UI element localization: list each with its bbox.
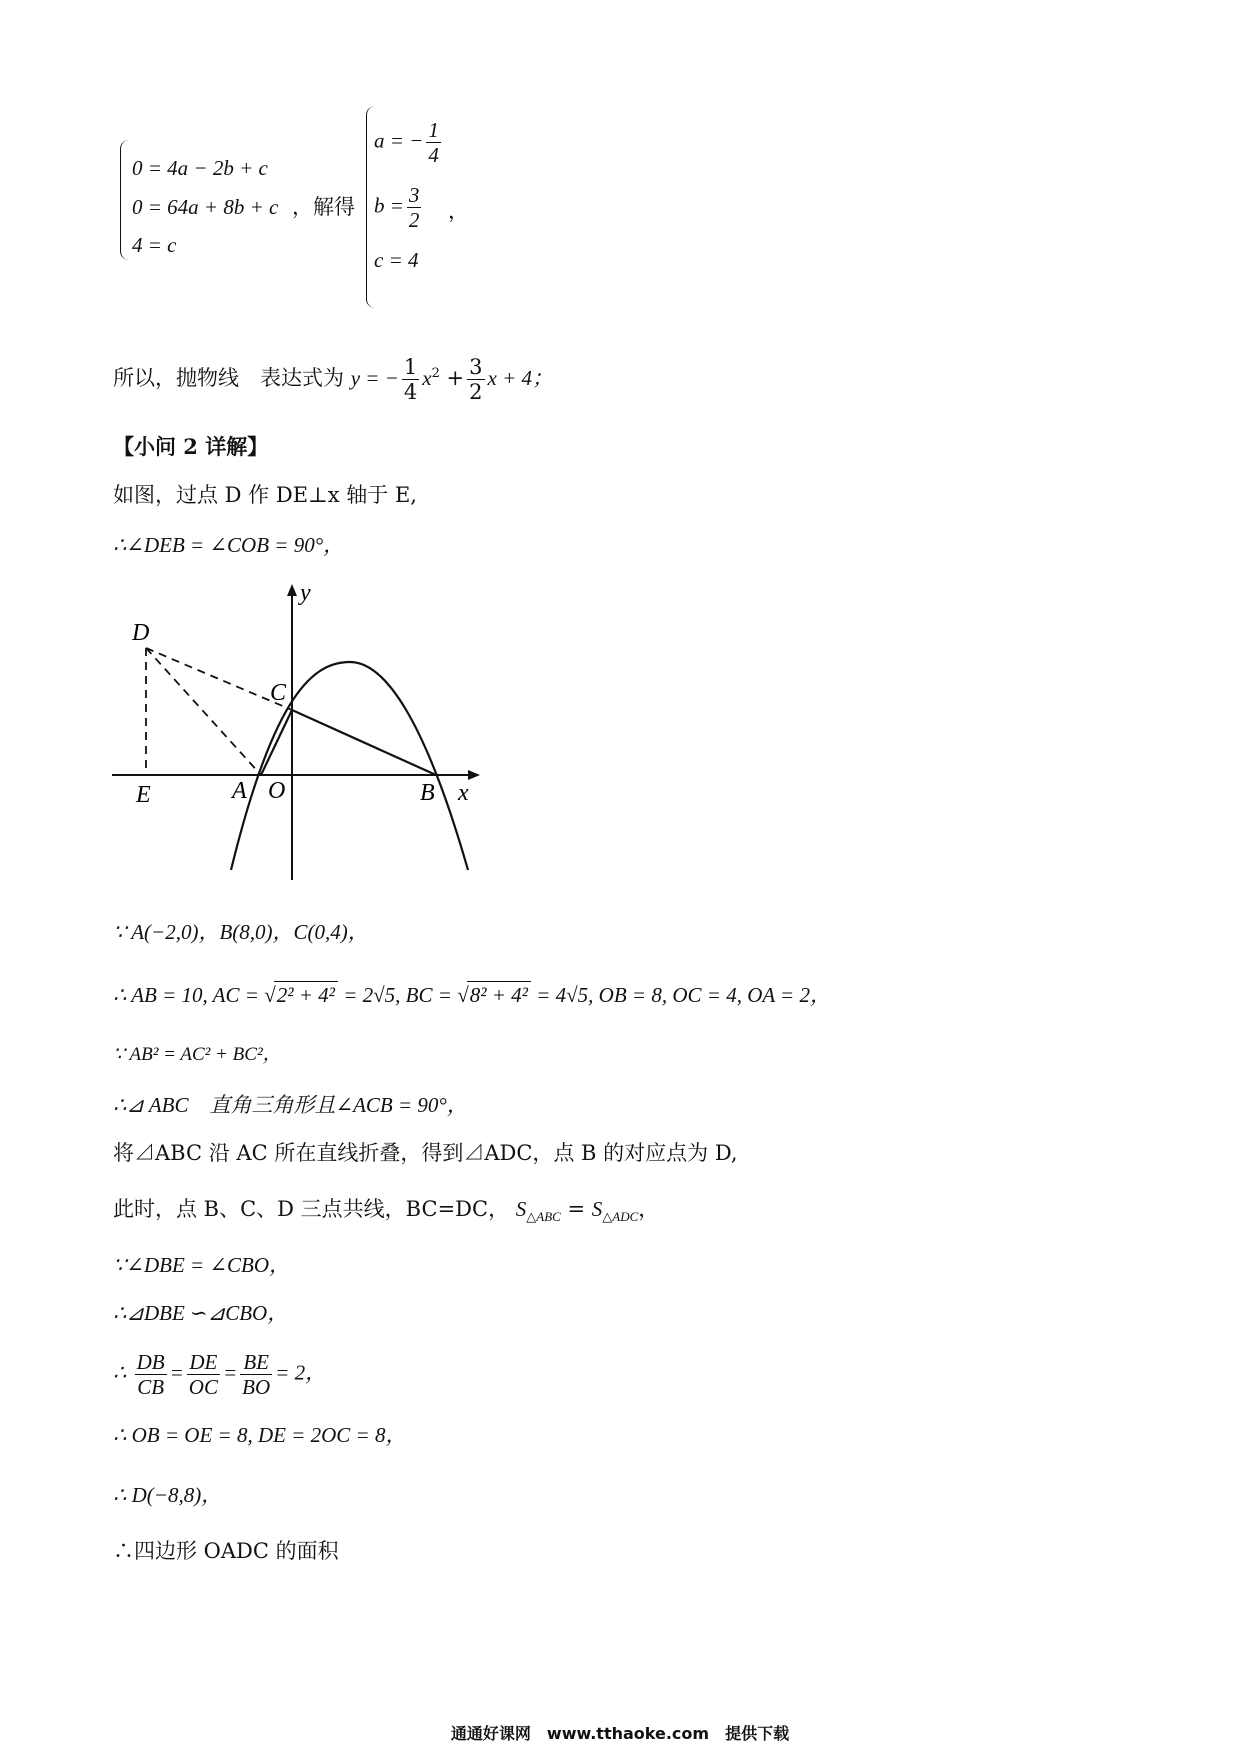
line-12: ∴ OB = OE = 8, DE = 2OC = 8， <box>113 1423 407 1447</box>
system-eq-3: 4 = c <box>132 233 177 257</box>
parabola-expression: 所以，抛物线 表达式为 y = − $\frac{1}{4}$ $x^2$ + $\frac{3}{2}$ x + 4； <box>113 355 554 404</box>
system-trail-comma: ， <box>448 199 469 223</box>
segment-da <box>146 648 261 775</box>
solution-a: a = − $\frac{1}{4}$ <box>374 118 439 167</box>
coordinate-figure <box>100 580 480 880</box>
system-eq-2: 0 = 64a + 8b + c <box>132 195 279 219</box>
system-eq-1: 0 = 4a − 2b + c <box>132 156 268 180</box>
line-3: ∵ A(−2,0)，B(8,0)，C(0,4)， <box>113 920 369 944</box>
line-1: 如图，过点 D 作 DE⊥x 轴于 E, <box>113 483 417 507</box>
parabola-curve <box>231 662 468 870</box>
y-axis-arrow <box>287 584 297 596</box>
line-10: ∴⊿DBE ∽⊿CBO， <box>113 1301 289 1325</box>
solve-word: ，解得 <box>292 195 355 219</box>
footer-credit: 通通好课网 www.tthaoke.com 提供下载 <box>450 1724 790 1743</box>
line-7: 将⊿ABC 沿 AC 所在直线折叠，得到⊿ADC，点 B 的对应点为 D, <box>113 1141 738 1165</box>
solution-b: b = $\frac{3}{2}$ <box>374 183 420 232</box>
solution-c: c = 4 <box>374 248 419 272</box>
label-y: y <box>300 580 311 606</box>
label-c: C <box>270 680 287 706</box>
label-e: E <box>136 782 151 808</box>
line-9: ∵∠DBE = ∠CBO， <box>113 1253 291 1277</box>
line-6: ∴⊿ ABC 直角三角形且∠ACB = 90°， <box>113 1093 468 1117</box>
label-b: B <box>420 780 435 806</box>
line-5: ∵ AB² = AC² + BC²， <box>113 1044 282 1065</box>
line-13: ∴ D(−8,8)， <box>113 1483 223 1507</box>
label-x: x <box>458 780 469 806</box>
x-axis-arrow <box>468 770 480 780</box>
label-o: O <box>268 778 286 804</box>
line-2: ∴∠DEB = ∠COB = 90°， <box>113 533 345 557</box>
system-brace-left <box>120 140 129 260</box>
line-14: ∴四边形 OADC 的面积 <box>113 1539 339 1563</box>
line-11: ∴ $\frac{DB}{CB}$ = $\frac{DE}{OC}$ = $\frac{BE}{BO}$ = 2， <box>113 1350 327 1399</box>
label-a: A <box>232 778 247 804</box>
section-title: 【小问 2 详解】 <box>113 434 269 459</box>
line-4: ∴ AB = 10, AC = √2² + 4² = 2√5, BC = √8² + 4² = 4√5, OB = 8, OC = 4, OA = 2， <box>113 983 831 1007</box>
label-d: D <box>132 620 150 646</box>
line-8: 此时，点 B、C、D 三点共线，BC=DC， $S_{\triangle ABC} = S_{\triangle ADC}$， <box>113 1197 660 1225</box>
segment-ac <box>261 710 292 775</box>
segment-cb <box>292 710 436 775</box>
